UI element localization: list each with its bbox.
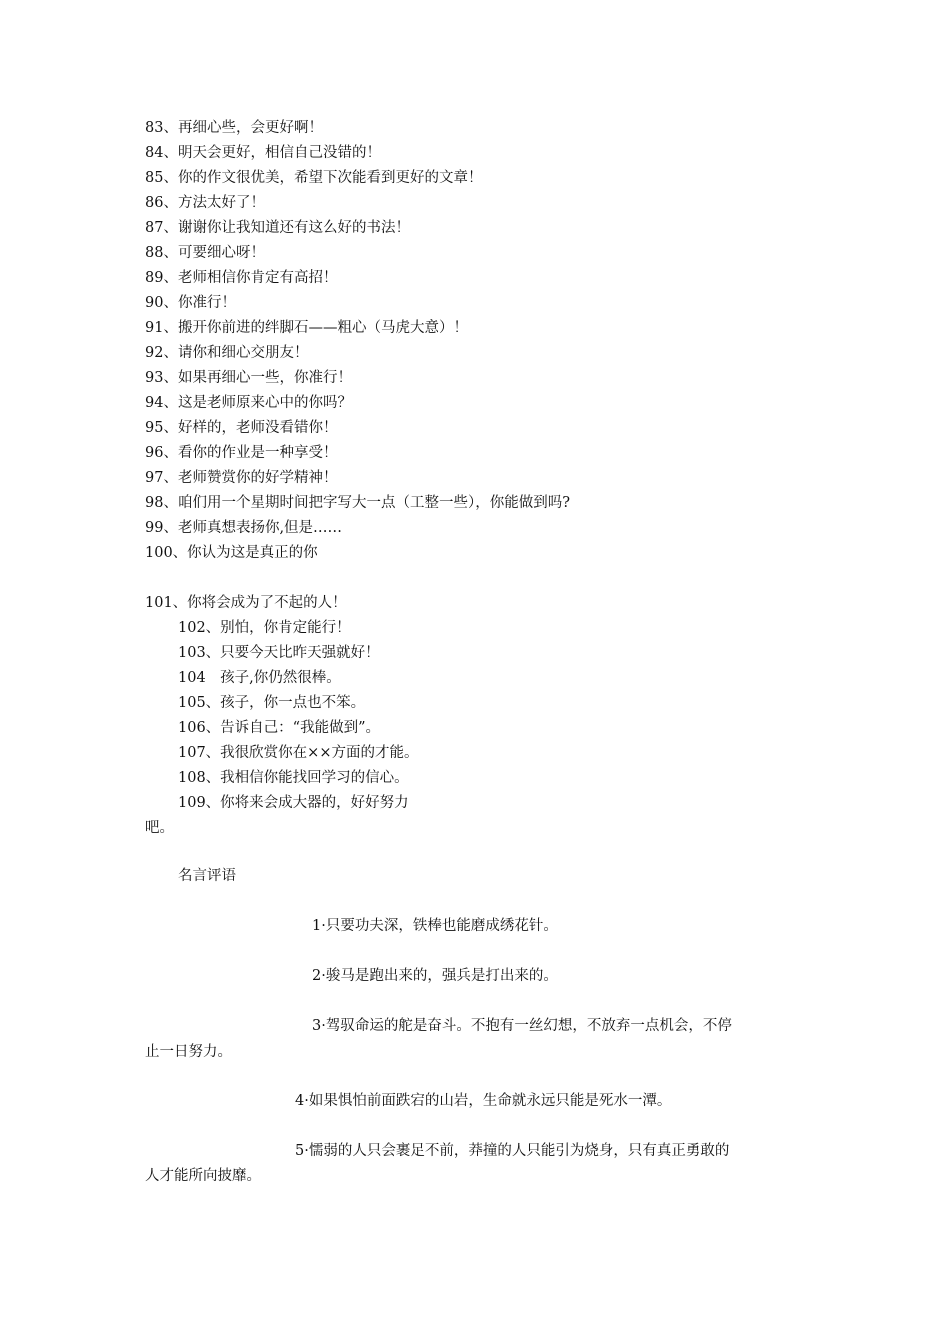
- comment-98: 98、咱们用一个星期时间把字写大一点（工整一些），你能做到吗?: [145, 495, 570, 511]
- comment-87: 87、谢谢你让我知道还有这么好的书法！: [145, 220, 410, 236]
- comment-91: 91、搬开你前进的绊脚石——粗心（马虎大意）！: [145, 320, 468, 336]
- quote-5-line-1: 5·懦弱的人只会裹足不前，莽撞的人只能引为烧身，只有真正勇敢的: [295, 1143, 730, 1159]
- comment-95: 95、好样的，老师没看错你！: [145, 420, 338, 436]
- comment-96: 96、看你的作业是一种享受！: [145, 445, 338, 461]
- quote-5-line-2: 人才能所向披靡。: [145, 1168, 261, 1184]
- comment-109: 109、你将来会成大器的，好好努力: [178, 795, 409, 811]
- comment-105: 105、孩子，你一点也不笨。: [178, 695, 366, 711]
- comment-83: 83、再细心些，会更好啊！: [145, 120, 323, 136]
- comment-97: 97、老师赞赏你的好学精神！: [145, 470, 338, 486]
- comment-88: 88、可要细心呀！: [145, 245, 265, 261]
- comment-84: 84、明天会更好，相信自己没错的！: [145, 145, 381, 161]
- comment-99: 99、老师真想表扬你,但是……: [145, 520, 343, 536]
- comment-102: 102、别怕，你肯定能行！: [178, 620, 351, 636]
- comment-109-continuation: 吧。: [145, 820, 174, 836]
- comment-89: 89、老师相信你肯定有高招！: [145, 270, 338, 286]
- section-title: 名言评语: [178, 868, 236, 884]
- comment-103: 103、只要今天比昨天强就好！: [178, 645, 380, 661]
- comment-104: 104 孩子,你仍然很棒。: [178, 670, 341, 686]
- comment-86: 86、方法太好了！: [145, 195, 265, 211]
- comment-101: 101、你将会成为了不起的人！: [145, 595, 347, 611]
- comment-100: 100、你认为这是真正的你: [145, 545, 318, 561]
- comment-108: 108、我相信你能找回学习的信心。: [178, 770, 409, 786]
- comment-94: 94、这是老师原来心中的你吗？: [145, 395, 352, 411]
- comment-90: 90、你准行！: [145, 295, 236, 311]
- quote-2: 2·骏马是跑出来的，强兵是打出来的。: [312, 968, 558, 984]
- quote-1: 1·只要功夫深，铁棒也能磨成绣花针。: [312, 918, 558, 934]
- quote-3-line-1: 3·驾驭命运的舵是奋斗。不抱有一丝幻想，不放弃一点机会，不停: [312, 1018, 732, 1034]
- quote-4: 4·如果惧怕前面跌宕的山岩，生命就永远只能是死水一潭。: [295, 1093, 672, 1109]
- quote-3-line-2: 止一日努力。: [145, 1044, 232, 1060]
- comment-85: 85、你的作文很优美，希望下次能看到更好的文章！: [145, 170, 483, 186]
- comment-107: 107、我很欣赏你在××方面的才能。: [178, 745, 419, 761]
- comment-106: 106、告诉自己：“我能做到”。: [178, 720, 381, 736]
- comment-92: 92、请你和细心交朋友！: [145, 345, 309, 361]
- comment-93: 93、如果再细心一些，你准行！: [145, 370, 352, 386]
